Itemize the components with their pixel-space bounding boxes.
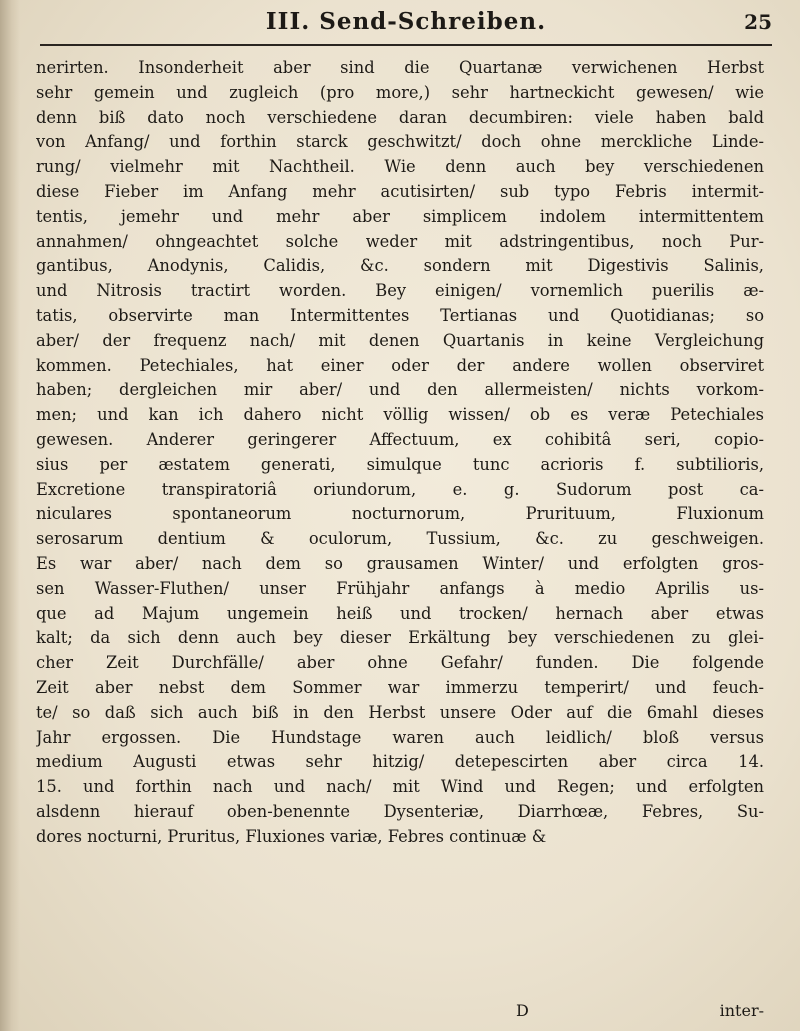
text-line: annahmen/ ohngeachtet solche weder mit adstringentibus, noch Pur-	[36, 231, 764, 251]
page-header	[40, 6, 772, 50]
text-line: gantibus, Anodynis, Calidis, &c. sondern mit Digestivis Salinis,	[36, 256, 764, 276]
text-line: tatis, observirte man Intermittentes Tertianas und Quotidianas; so	[36, 305, 764, 325]
body-text	[36, 56, 764, 850]
text-line: rung/ vielmehr mit Nachtheil. Wie denn auch bey verschiedenen	[36, 157, 764, 177]
text-line: gewesen. Anderer geringerer Affectuum, ex cohibitâ seri, copio-	[36, 429, 764, 449]
text-line: cher Zeit Durchfälle/ aber ohne Gefahr/ funden. Die folgende	[36, 653, 764, 673]
text-line: haben; dergleichen mir aber/ und den allermeisten/ nichts vorkom-	[36, 380, 764, 400]
page-number: 25	[744, 10, 772, 34]
text-line: denn biß dato noch verschiedene daran decumbiren: viele haben bald	[36, 107, 764, 127]
text-line: diese Fieber im Anfang mehr acutisirten/ sub typo Febris intermit-	[36, 181, 764, 201]
text-line: alsdenn hierauf oben-benennte Dysenteriæ, Diarrhœæ, Febres, Su-	[36, 801, 764, 821]
text-line: und Nitrosis tractirt worden. Bey einigen/ vornemlich puerilis æ-	[36, 281, 764, 301]
text-line: sehr gemein und zugleich (pro more,) sehr hartneckicht gewesen/ wie	[36, 82, 764, 102]
text-line: nerirten. Insonderheit aber sind die Quartanæ verwichenen Herbst	[36, 58, 764, 77]
text-line: te/ so daß sich auch biß in den Herbst unsere Oder auf die 6mahl dieses	[36, 702, 764, 722]
text-line: niculares spontaneorum nocturnorum, Prurituum, Fluxionum	[36, 504, 764, 524]
catchword: inter-	[719, 1001, 764, 1020]
text-line: que ad Majum ungemein heiß und trocken/ hernach aber etwas	[36, 603, 764, 623]
page-footer	[36, 1001, 764, 1025]
text-line: Es war aber/ nach dem so grausamen Winter/ und erfolgten gros-	[36, 553, 764, 573]
text-line: tentis, jemehr und mehr aber simplicem indolem intermittentem	[36, 206, 764, 226]
text-line: serosarum dentium & oculorum, Tussium, &c. zu geschweigen.	[36, 529, 764, 549]
text-line: von Anfang/ und forthin starck geschwitzt/ doch ohne merckliche Linde-	[36, 132, 764, 152]
text-line: Zeit aber nebst dem Sommer war immerzu temperirt/ und feuch-	[36, 677, 764, 697]
text-line: kalt; da sich denn auch bey dieser Erkältung bey verschiedenen zu glei-	[36, 628, 764, 648]
signature-mark: D	[516, 1001, 529, 1020]
text-line: kommen. Petechiales, hat einer oder der andere wollen observiret	[36, 355, 764, 375]
text-line: Jahr ergossen. Die Hundstage waren auch leidlich/ bloß versus	[36, 727, 764, 747]
text-line: aber/ der frequenz nach/ mit denen Quartanis in keine Vergleichung	[36, 330, 764, 350]
text-line: dores nocturni, Pruritus, Fluxiones variæ, Febres continuæ &	[36, 826, 547, 846]
text-line: 15. und forthin nach und nach/ mit Wind und Regen; und erfolgten	[36, 777, 764, 797]
book-gutter-shadow	[0, 0, 20, 1031]
text-line: men; und kan ich dahero nicht völlig wissen/ ob es veræ Petechiales	[36, 405, 764, 425]
text-line: Excretione transpiratoriâ oriundorum, e. g. Sudorum post ca-	[36, 479, 764, 499]
text-line: sen Wasser-Fluthen/ unser Frühjahr anfangs à medio Aprilis us-	[36, 578, 764, 598]
text-line: sius per æstatem generati, simulque tunc acrioris f. subtilioris,	[36, 454, 764, 474]
running-head: III. Send-Schreiben.	[265, 8, 547, 35]
text-line: medium Augusti etwas sehr hitzig/ detepescirten aber circa 14.	[36, 752, 764, 772]
header-rule	[40, 44, 772, 46]
